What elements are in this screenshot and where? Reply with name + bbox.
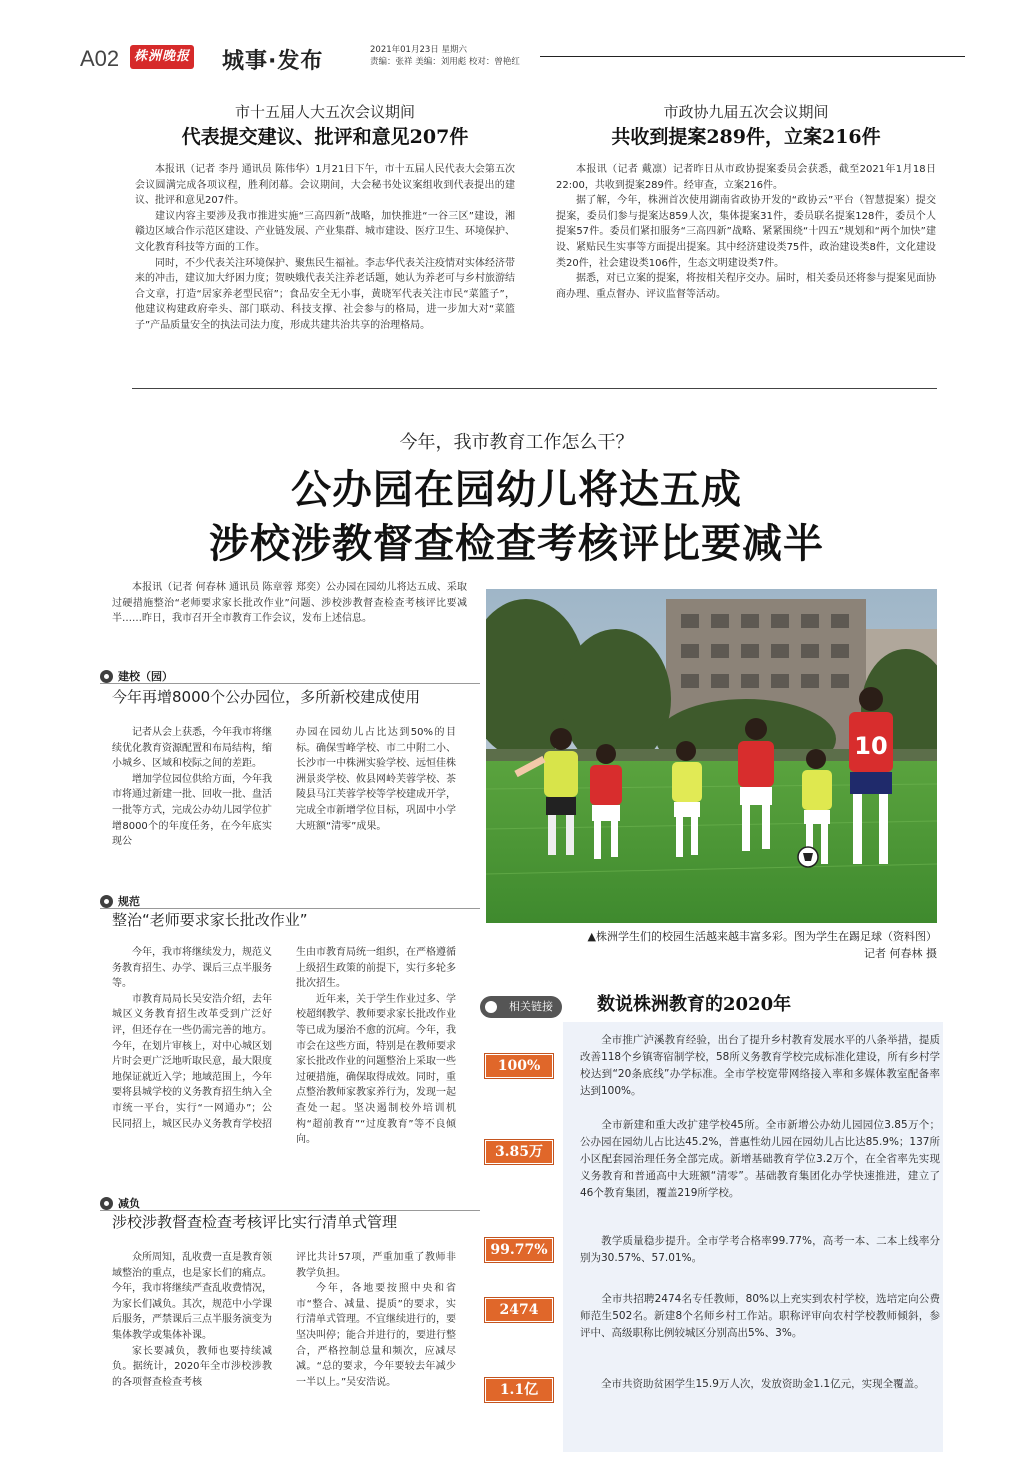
main-intro (112, 580, 467, 627)
related-link-tag: 相关链接 (480, 996, 562, 1018)
stat-badge: 100% (485, 1054, 553, 1078)
stat-text-content: 全市推广泸溪教育经验，出台了提升乡村教育发展水平的八条举措，提质改善118个乡镇寄宿制学校，58所义务教育学校完成标准化建设，所有乡村学校达到“20条底线”办学标准。全市学校宽带网络接入率和多媒体教室配备率达到100%。 (580, 1034, 940, 1097)
section-name: 城事·发布 (222, 49, 324, 74)
paragraph: 评比共计57项，严重加重了教师非教学负担。 (296, 1252, 456, 1279)
column (112, 1250, 272, 1390)
subtitle-build: 今年再增8000个公办园位，多所新校建成使用 (112, 688, 421, 706)
stat-text (580, 1032, 940, 1100)
editors-line: 责编：张祥 美编：刘用彪 校对：曾艳红 (370, 57, 520, 67)
subhead-tag: 减负 (100, 1195, 140, 1213)
story-npc (135, 102, 515, 334)
subhead-rule (100, 908, 480, 909)
subhead-rule (100, 1210, 480, 1211)
paragraph: 本报讯（记者 戴凛）记者昨日从市政协提案委员会获悉，截至2021年1月18日22:00，共收到提案289件。经审查，立案216件。 (556, 164, 936, 191)
stat-badge: 99.77% (485, 1238, 553, 1262)
main-headline-line-1: 公办园在园幼儿将达五成 (291, 467, 742, 513)
photo-credit: 记者 何春林 摄 (864, 947, 937, 960)
column (296, 1250, 456, 1390)
story-kicker: 市十五届人大五次会议期间 (234, 103, 415, 121)
football-photo (486, 589, 937, 923)
masthead-rule (540, 56, 965, 57)
paragraph: 本报讯（记者 李丹 通讯员 陈伟华）1月21日下午，市十五届人民代表大会第五次会议圆满完成各项议程，胜利闭幕。会议期间，大会秘书处议案组收到代表提出的建议、批评和意见207件。 (135, 164, 515, 207)
svg-text:10: 10 (854, 732, 888, 760)
stat-text-content: 全市新建和重大改扩建学校45所。全市新增公办幼儿园园位3.85万个；公办园在园幼儿占比达45.2%，普惠性幼儿园在园幼儿占比达85.9%；137所小区配套园治理任务全部完成。新增基础教育学位3.2万个，在全省率先实现义务教育和普通高中大班额“清零”。基础教育集团化办学快速推进，建立了46个教育集团，覆盖219所学校。 (580, 1119, 940, 1199)
column (296, 945, 456, 1148)
section-divider (132, 388, 937, 389)
main-kicker: 今年，我市教育工作怎么干？ (399, 432, 634, 453)
subhead-rule (100, 683, 480, 684)
story-kicker: 市政协九届五次会议期间 (663, 103, 829, 121)
paragraph: 近年来，关于学生作业过多、学校超纲教学、教师要求家长批改作业等已成为屡治不愈的沉疴。今年，我市会在这些方面，特别是在教师要求家长批改作业的问题整治上采取一些过硬措施，确保取得成效。同时，重点整治教师家教家养行为，发现一起查处一起。坚决遏制校外培训机构“超前教育”“过度教育”等不良倾向。 (296, 993, 456, 1146)
main-headline-line-2: 涉校涉教督查检查考核评比要减半 (209, 521, 824, 567)
stat-badge: 2474 (485, 1298, 553, 1322)
page-number: A02 (80, 46, 120, 71)
story-body (135, 162, 515, 334)
story-headline: 代表提交建议、批评和意见207件 (181, 126, 469, 148)
story-headline: 共收到提案289件，立案216件 (611, 126, 881, 148)
stat-badge: 3.85万 (485, 1140, 553, 1164)
paragraph: 建议内容主要涉及我市推进实施“三高四新”战略，加快推进“一谷三区”建设，湘赣边区域合作示范区建设、产业链发展、产业集群、城市建设、医疗卫生、环境保护、文化教育科技等方面的工作。 (135, 210, 515, 253)
paragraph: 同时，不少代表关注环境保护、聚焦民生福祉。李志华代表关注疫情对实体经济带来的冲击，建议加大纾困力度；贺映娥代表关注养老话题，她认为养老可与乡村旅游结合文章，打造“居家养老型民宿”；食品安全无小事，黄晓军代表关注市民“菜篮子”，他建议构建政府牵头、部门联动、科技支撑、社会参与的格局，进一步加大对“菜篮子”产品质量安全的执法司法力度，形成共建共治共享的治理格局。 (135, 257, 515, 331)
stat-text-content: 全市共招聘2474名专任教师，80%以上充实到农村学校，选培定向公费师范生502名。新建8个名师乡村工作站。职称评审向农村学校教师倾斜，参评中、高级职称比例较城区分别高出5%、3%。 (580, 1293, 940, 1339)
issue-info (370, 44, 520, 68)
story-body (556, 162, 936, 302)
stat-text-content: 教学质量稳步提升。全市学考合格率99.77%，高考一本、二本上线率分别为30.57%、57.01%。 (580, 1235, 940, 1264)
story-cppcc (556, 102, 936, 302)
column (112, 725, 272, 850)
subhead-tag: 规范 (100, 893, 140, 911)
stat-text (580, 1233, 940, 1267)
stat-badge: 1.1亿 (485, 1378, 553, 1402)
subhead-regulate (100, 890, 480, 912)
stat-text (580, 1117, 940, 1202)
paragraph: 记者从会上获悉，今年我市将继续优化教育资源配置和布局结构，缩小城乡、区域和校际之间的差距。 (112, 727, 272, 770)
subtitle-regulate: 整治“老师要求家长批改作业” (112, 911, 308, 929)
column (296, 725, 456, 834)
subhead-reduce (100, 1192, 480, 1214)
paragraph: 众所周知，乱收费一直是教育领域整治的重点，也是家长们的痛点。今年，我市将继续严查乱收费情况，为家长们减负。其次，规范中小学课后服务，严禁课后三点半服务演变为集体教学或集体补课。 (112, 1252, 272, 1341)
paragraph: 办园在园幼儿占比达到50%的目标。确保雪峰学校、市二中附二小、长沙市一中株洲实验学校、远恒佳株洲景炎学校、攸县网岭芙蓉学校、茶陵县马江芙蓉学校等学校建成开学，完成全市新增学位目标，巩固中小学大班额“清零”成果。 (296, 727, 456, 832)
paragraph: 增加学位园位供给方面，今年我市将通过新建一批、回收一批、盘活一批等方式，完成公办幼儿园学位扩增8000个的年度任务，在今年底实现公 (112, 773, 272, 848)
paper-logo: 株洲晚报 (130, 45, 194, 69)
paragraph: 今年，我市将继续发力，规范义务教育招生、办学、课后三点半服务等。 (112, 947, 272, 990)
subhead-tag: 建校（园） (100, 668, 173, 686)
paragraph: 家长要减负，教师也要持续减负。据统计，2020年全市涉校涉教的各项督查检查考核 (112, 1345, 272, 1388)
paragraph: 生由市教育局统一组织，在严格遵循上级招生政策的前提下，实行多轮多批次招生。 (296, 947, 456, 990)
paragraph: 据悉，对已立案的提案，将按相关程序交办。届时，相关委员还将参与提案见面协商办理、重点督办、评议监督等活动。 (556, 273, 936, 300)
stat-text (580, 1376, 940, 1393)
paragraph: 市教育局局长吴安浩介绍，去年城区义务教育招生改革受到广泛好评，但还存在一些仍需完善的地方。今年，在划片审核上，对中心城区划片时会更广泛地听取民意，最大限度地保证就近入学；地域范围上，今年要将县城学校的义务教育招生纳入全市统一平台，实行“一网通办”；公民同招上，城区民办义务教育学校招 (112, 993, 272, 1130)
stat-text (580, 1291, 940, 1342)
masthead (80, 40, 965, 74)
photo-caption: ▲株洲学生们的校园生活越来越丰富多彩。图为学生在踢足球（资料图） (587, 930, 937, 943)
paragraph: 今年，各地要按照中央和省市“整合、减量、提质”的要求，实行清单式管理。不宜继续进行的，要坚决叫停；能合并进行的，要进行整合，严格控制总量和频次，应减尽减。“总的要求，今年要较去年减少一半以上。”吴安浩说。 (296, 1283, 456, 1388)
column (112, 945, 272, 1132)
date-line: 2021年01月23日 星期六 (370, 45, 467, 55)
sidebar-title: 数说株洲教育的2020年 (597, 994, 792, 1015)
subhead-build (100, 665, 480, 687)
football-photo-illustration (486, 589, 937, 923)
photo-caption-block (486, 928, 937, 962)
subtitle-reduce: 涉校涉教督查检查考核评比实行清单式管理 (112, 1213, 398, 1231)
stat-text-content: 全市共资助贫困学生15.9万人次，发放资助金1.1亿元，实现全覆盖。 (601, 1378, 925, 1390)
paragraph: 本报讯（记者 何春林 通讯员 陈章蓉 郑奕）公办园在园幼儿将达五成、采取过硬措施整治“老师要求家长批改作业”问题、涉校涉教督查检查考核评比要减半……昨日，我市召开全市教育工作会议，发布上述信息。 (112, 582, 467, 625)
paragraph: 据了解，今年，株洲首次使用湖南省政协开发的“政协云”平台（智慧提案）提交提案，委员们参与提案达859人次，集体提案31件，委员联名提案128件，委员个人提案57件。委员们紧扣服务“三高四新”战略、紧紧围绕“十四五”规划和“两个加快”建设、紧贴民生实事等方面提出提案。其中经济建设类75件，政治建设类8件，文化建设类20件，社会建设类106件，生态文明建设类7件。 (556, 195, 936, 269)
